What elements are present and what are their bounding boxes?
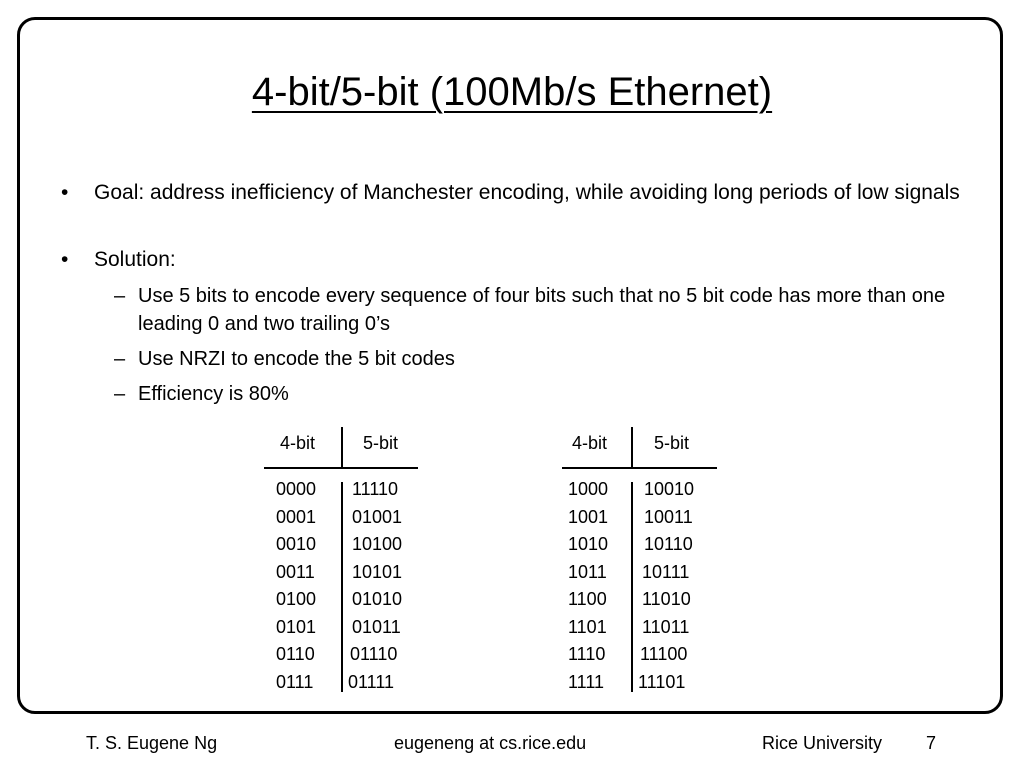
table-cell: 1011: [568, 561, 607, 582]
table-cell: 10110: [644, 534, 693, 554]
table-cell: 1001: [568, 506, 609, 527]
table-column-divider: [631, 482, 633, 692]
table-cell: 0010: [276, 534, 317, 554]
table-cell: 01010: [352, 589, 403, 609]
table-cell: 10100: [352, 534, 403, 554]
table-header-rule: [264, 467, 418, 469]
footer-institution: Rice University: [762, 733, 883, 753]
table-cell: 0101: [276, 616, 317, 637]
sub-bullet-marker: –: [114, 383, 126, 405]
table-header-divider: [631, 427, 633, 467]
table-cell: 11100: [640, 644, 688, 664]
table-cell: 1101: [568, 616, 607, 637]
sub-bullet-marker: –: [114, 285, 126, 307]
slide-title: 4-bit/5-bit (100Mb/s Ethernet): [251, 70, 773, 114]
table-cell: 10101: [352, 561, 403, 582]
table-cell: 11101: [638, 671, 686, 692]
bullet-text: Solution:: [94, 248, 176, 271]
table-cell: 01011: [352, 616, 401, 637]
bullet-goal: [61, 178, 974, 208]
table-header-rule: [562, 467, 717, 469]
table-column-divider: [341, 482, 343, 692]
table-cell: 1010: [568, 534, 609, 554]
table-cell: 0001: [276, 506, 317, 527]
footer-email: eugeneng at cs.rice.edu: [394, 733, 587, 753]
table-cell: 10011: [644, 506, 693, 527]
footer-author: T. S. Eugene Ng: [86, 733, 218, 753]
footer-page-number: 7: [926, 733, 937, 753]
table-cell: 1100: [568, 589, 607, 609]
sub-bullet-nrzi: [114, 345, 978, 373]
bullet-text: Goal: address inefficiency of Manchester encoding, while avoiding long periods of low signals: [94, 181, 960, 204]
table-header-5bit: 5-bit: [363, 433, 399, 453]
table-cell: 0110: [276, 644, 315, 664]
table-cell: 01111: [348, 671, 395, 692]
table-header-4bit: 4-bit: [572, 433, 608, 453]
sub-bullet-text: Efficiency is 80%: [138, 383, 289, 405]
bullet-solution: [61, 245, 974, 275]
bullet-marker: •: [61, 248, 69, 271]
table-cell: 1000: [568, 479, 609, 499]
sub-bullet-text: Use 5 bits to encode every sequence of four bits such that no 5 bit code has more than one leading 0 and two trailing 0’s: [138, 285, 946, 335]
table-header-5bit: 5-bit: [654, 433, 690, 453]
sub-bullet-encoding: [114, 282, 978, 338]
sub-bullet-marker: –: [114, 348, 126, 370]
table-header-4bit: 4-bit: [280, 433, 316, 453]
table-cell: 1110: [568, 644, 606, 664]
table-cell: 0111: [276, 671, 314, 692]
encoding-table-1: [264, 430, 424, 695]
table-cell: 11110: [352, 479, 399, 499]
table-cell: 01110: [350, 644, 398, 664]
table-cell: 01001: [352, 506, 403, 527]
table-cell: 0100: [276, 589, 317, 609]
table-header-divider: [341, 427, 343, 467]
table-cell: 11011: [642, 616, 690, 637]
sub-bullet-text: Use NRZI to encode the 5 bit codes: [138, 348, 455, 370]
table-cell: 10010: [644, 479, 695, 499]
table-cell: 11010: [642, 589, 691, 609]
sub-bullet-efficiency: [114, 380, 978, 408]
table-cell: 10111: [642, 561, 690, 582]
bullet-marker: •: [61, 181, 69, 204]
table-cell: 0000: [276, 479, 317, 499]
encoding-table-2: [562, 430, 722, 695]
table-cell: 1111: [568, 671, 605, 692]
table-cell: 0011: [276, 561, 315, 582]
